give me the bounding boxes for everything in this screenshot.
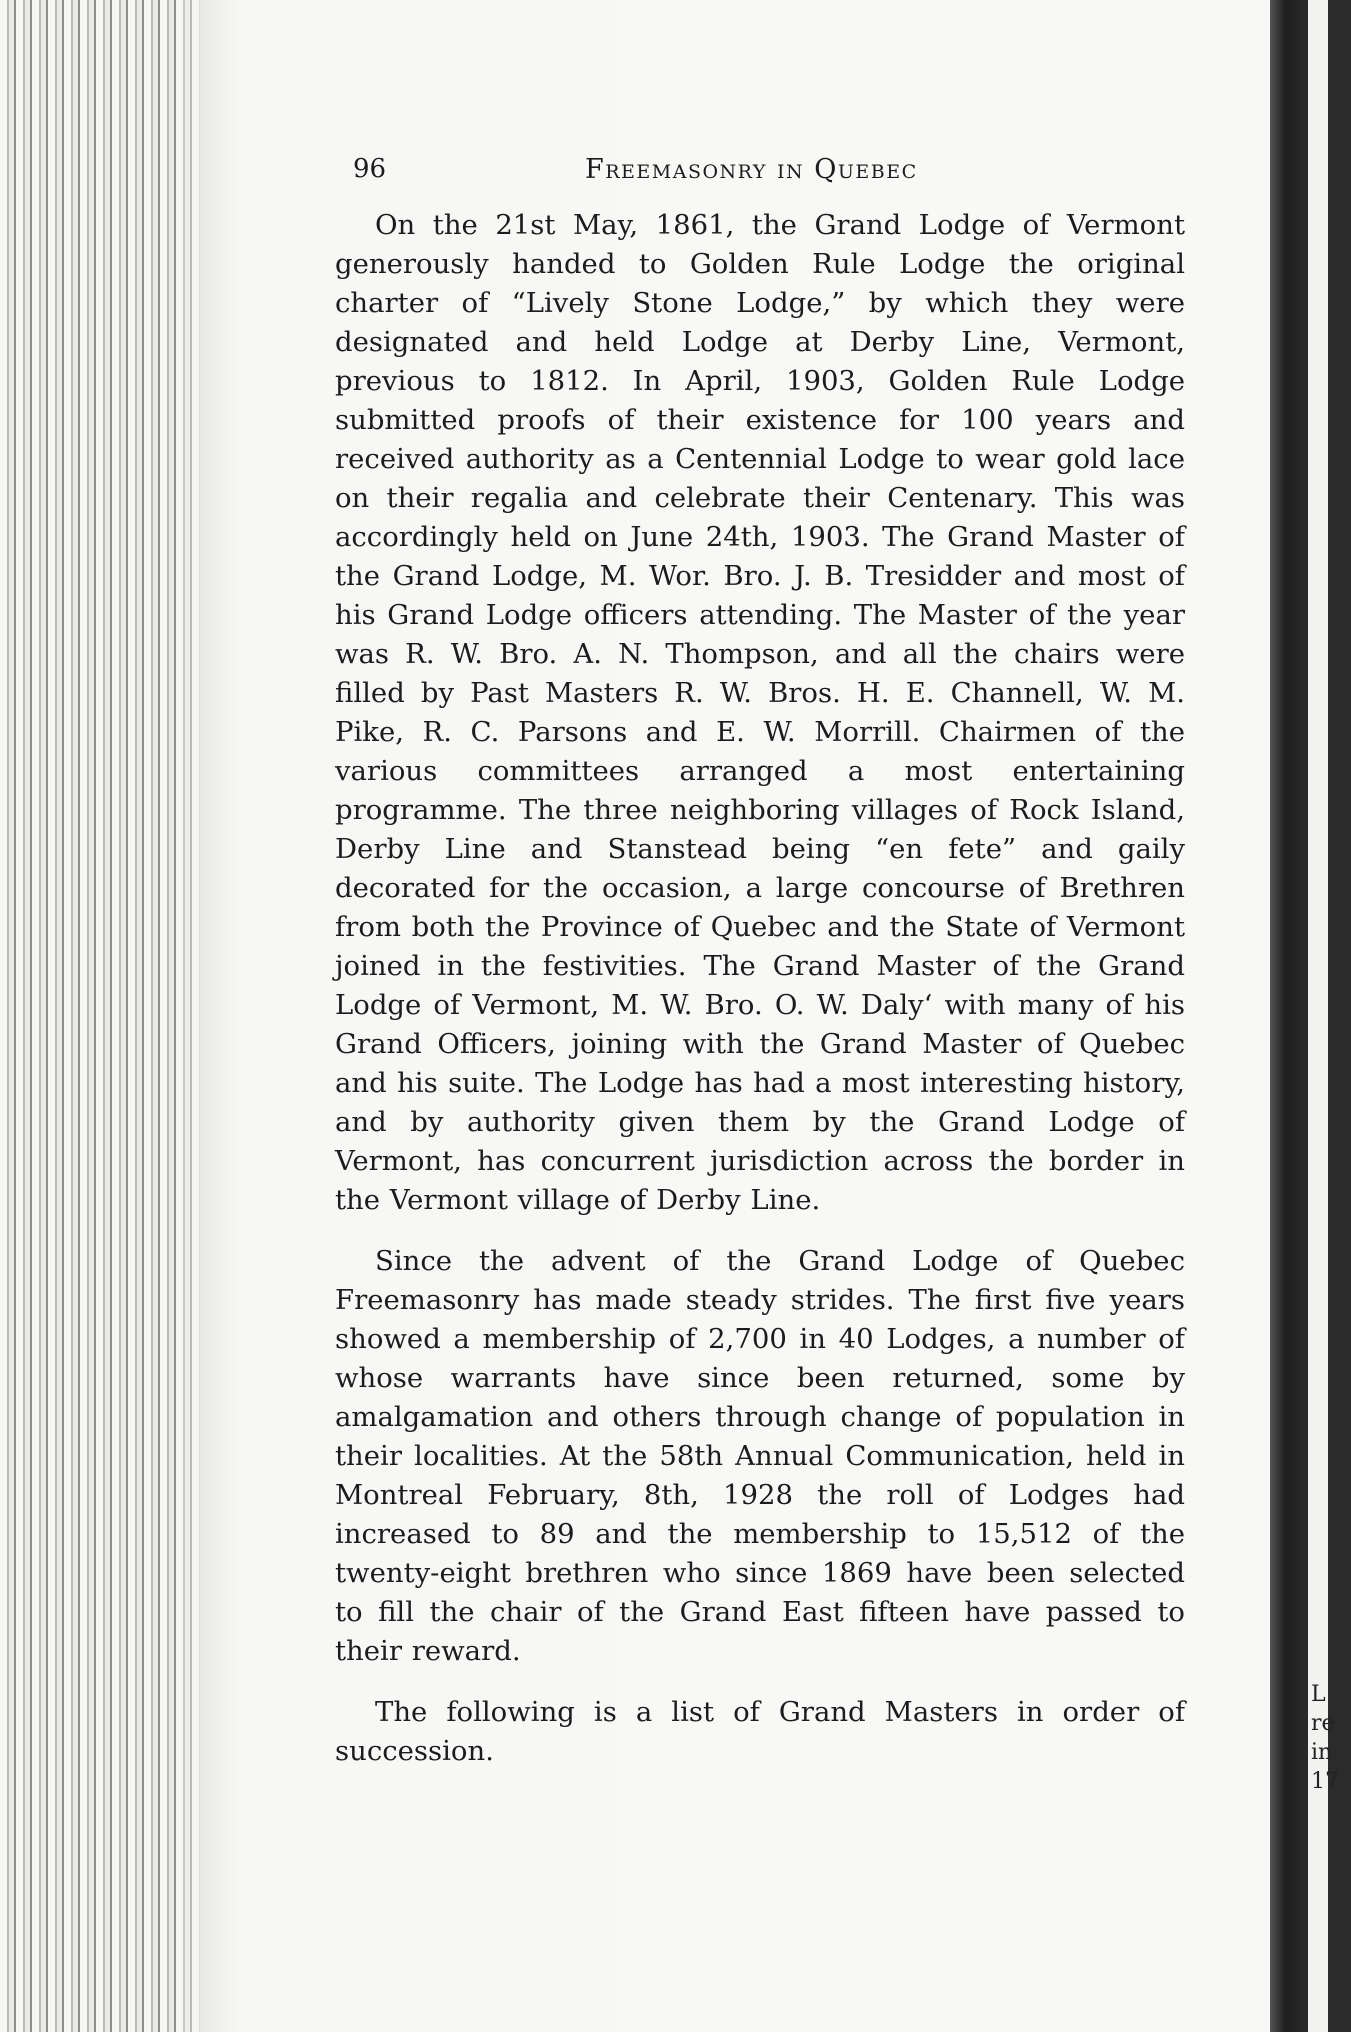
paragraph-grand-masters-intro: The following is a list of Grand Masters in order of succession. (335, 1696, 1185, 1767)
paragraph-golden-rule-lodge: On the 21st May, 1861, the Grand Lodge of Vermont generously handed to Golden Rule Lodge the original charter of “Lively Stone Lodge,” by which they were designated and held Lodge at Derby Line, Vermont, previous to 1812. In April, 1903, Golden Rule Lodge submitted proofs of their existence for 100 years and received authority as a Centennial Lodge to wear gold lace on their regalia and celebrate their Centenary. This was accordingly held on June 24th, 1903. The Grand Master of the Grand Lodge, M. Wor. Bro. J. B. Tresidder and most of his Grand Lodge officers attending. The Master of the year was R. W. Bro. A. N. Thompson, and all the chairs were filled by Past Masters R. W. Bros. H. E. Channell, W. M. Pike, R. C. Parsons and E. W. Morrill. Chairmen of the various committees arranged a most entertaining programme. The three neighboring villages of Rock Island, Derby Line and Stanstead being “en fete” and gaily decorated for the occasion, a large concourse of Brethren from both the Province of Quebec and the State of Vermont joined in the festivities. The Grand Master of the Grand Lodge of Vermont, M. W. Bro. O. W. Daly‘ with many of his Grand Officers, joining with the Grand Master of Quebec and his suite. The Lodge has had a most interesting history, and by authority given them by the Grand Lodge of Vermont, has concurrent jurisdiction across the border in the Vermont village of Derby Line. (335, 209, 1185, 1216)
paragraph-grand-lodge-growth: Since the advent of the Grand Lodge of Quebec Freemasonry has made steady strides. The first five years showed a membership of 2,700 in 40 Lodges, a number of whose warrants have since been returned, some by amalgamation and others through change of population in their localities. At the 58th Annual Communication, held in Montreal February, 8th, 1928 the roll of Lodges had increased to 89 and the membership to 15,512 of the twenty-eight brethren who since 1869 have been selected to fill the chair of the Grand East fifteen have passed to their reward. (335, 1245, 1185, 1667)
facing-page (1308, 0, 1339, 2032)
running-head (335, 148, 1185, 196)
book-gutter (1270, 0, 1308, 2032)
facing-page-text-fragment: L re in 17 (1311, 1682, 1339, 1794)
page-number: 96 (353, 154, 387, 184)
page-edges (0, 0, 215, 2032)
running-title: Freemasonry in Quebec (585, 154, 918, 185)
text-block (335, 148, 1185, 1793)
